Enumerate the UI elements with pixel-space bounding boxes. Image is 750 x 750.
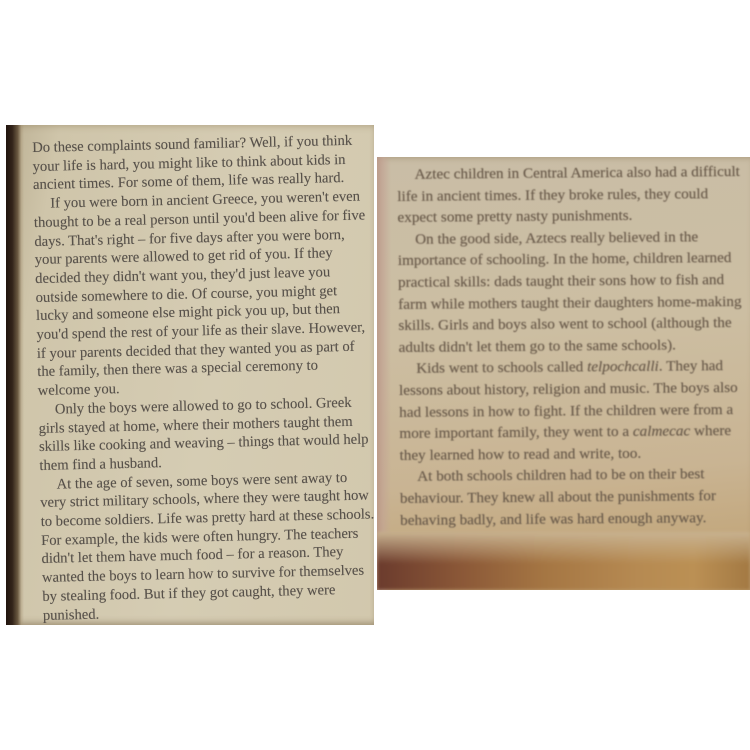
page-paragraph xyxy=(32,131,369,195)
text-segment: Do these complaints sound familiar? Well, if you think your life is hard, you might like to think about kids in ancient times. For some of them, life was really hard. xyxy=(32,132,353,194)
page-paragraph xyxy=(398,226,747,359)
text-segment: Aztec children in Central America also had a difficult life in ancient times. If they broke rules, they could expect some pretty nasty punishments. xyxy=(397,163,740,227)
italic-term: telpochcalli xyxy=(587,358,659,376)
page-paragraph xyxy=(397,161,746,229)
page-inner-edge xyxy=(377,157,391,590)
italic-term: calmecac xyxy=(632,422,691,441)
text-segment: If you were born in ancient Greece, you weren't even thought to be a real person until you'd been alive for five days. That's right – for five days after you were born, your parents were allowed to get rid of you. If they decided they didn't want you, they'd just leave you outside somewhere to die. Of course, you might get lucky and someone else might pick you up, but then you'd spend the rest of your life as their slave. However, if your parents decided that they wanted you as part of the family, then there was a special ceremony to welcome you. xyxy=(33,188,366,400)
text-segment: where they learned how to read and write, too. xyxy=(399,422,732,464)
text-segment: . They had lessons about history, religion and music. The boys also had lessons in how to fight. If the children were from a more important family, they went to a xyxy=(398,357,738,443)
text-segment: Only the boys were allowed to go to school. Greek girls stayed at home, where their mothers taught them skills like cooking and weaving – things that would help them find a husband. xyxy=(38,394,369,474)
text-segment: At the age of seven, some boys were sent away to very strict military schools, where they were taught how to become soldiers. Life was pretty hard at these schools. For example, the kids were often hungry. The teachers didn't let them have much food – for a reason. They wanted the boys to learn how to survive for themselves by stealing food. But if they got caught, they were punished. xyxy=(40,469,374,624)
page-paragraph xyxy=(40,468,374,625)
page-bottom-shadow xyxy=(377,532,750,590)
left-page-photo xyxy=(6,125,374,625)
right-page-text xyxy=(397,161,748,531)
page-paragraph xyxy=(400,463,749,531)
right-page-photo xyxy=(377,157,750,590)
left-page-text xyxy=(32,131,374,625)
page-paragraph xyxy=(399,355,748,466)
book-binding-edge xyxy=(6,125,24,625)
text-segment: On the good side, Aztecs really believed in the importance of schooling. In the home, children learned practical skills: dads taught their sons how to fish and farm while mothers taught their daughters home-making skills. Girls and boys also went to school (although the adults didn't let them go to the same schools). xyxy=(397,228,742,356)
text-segment: At both schools children had to be on their best behaviour. They knew all about the punishments for behaving badly, and life was hard enough anyway. xyxy=(399,465,717,529)
page-paragraph xyxy=(33,188,374,401)
text-segment: Kids went to schools called xyxy=(416,358,588,378)
page-paragraph xyxy=(38,393,374,475)
